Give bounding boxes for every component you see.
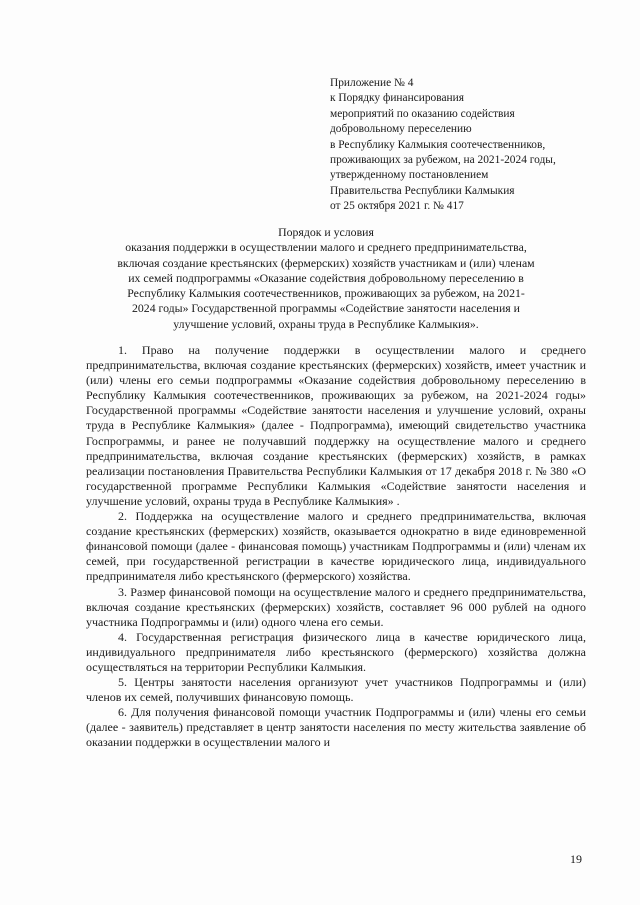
title-line: 2024 годы» Государственной программы «Содействие занятости населения и — [132, 301, 520, 316]
appendix-line: Правительства Республики Калмыкия — [330, 184, 515, 197]
title-line: Порядок и условия — [278, 225, 374, 239]
appendix-line: в Республику Калмыкия соотечественников, — [330, 138, 546, 151]
paragraph-4: 4. Государственная регистрация физического лица в качестве юридического лица, индивидуального предпринимателя либо крестьянского (фермерского) хозяйства должна осуществляться на территории Республики Калмыкия. — [86, 629, 586, 674]
title-line: Республику Калмыкия соотечественников, проживающих за рубежом, на 2021- — [127, 286, 525, 301]
appendix-line: добровольному переселению — [330, 123, 472, 136]
title-line: включая создание крестьянских (фермерских) хозяйств участникам и (или) членам — [117, 255, 535, 270]
appendix-header — [330, 76, 610, 215]
paragraph-1: 1. Право на получение поддержки в осуществлении малого и среднего предпринимательства, включая создание крестьянских (фермерских) хозяйств, имеет участник и (или) члены его семьи подпрограммы «Оказание содействия добровольному переселению в Республику Калмыкия соотечественников, проживающих за рубежом, на 2021-2024 годы» Государственной программы «Содействие занятости населения и улучшение условий, охраны труда в Республике Калмыкия» (далее - Подпрограмма), имеющий свидетельство участника Госпрограммы, и ранее не получавший поддержку на осуществление малого и среднего предпринимательства, включая создание крестьянских (фермерских) хозяйств, в рамках реализации постановления Правительства Республики Калмыкия от 17 декабря 2018 г. № 380 «О государственной программе Республики Калмыкия «Содействие занятости населения и улучшение условий, охраны труда в Республике Калмыкия» . — [86, 343, 586, 508]
page-number: 19 — [570, 852, 582, 866]
paragraph-2: 2. Поддержка на осуществление малого и среднего предпринимательства, включая создание крестьянских (фермерских) хозяйств, оказывается однократно в виде единовременной финансовой помощи (далее - финансовая помощь) участникам Подпрограммы и (или) членам их семей, при государственной регистрации в качестве юридического лица, индивидуального предпринимателя либо крестьянского (фермерского) хозяйства. — [86, 509, 586, 584]
appendix-line: к Порядку финансирования — [330, 92, 464, 105]
title-line: улучшение условий, охраны труда в Республике Калмыкия». — [173, 316, 479, 331]
appendix-line: Приложение № 4 — [330, 77, 414, 89]
document-body — [86, 343, 586, 751]
document-title — [96, 225, 556, 332]
paragraph-5: 5. Центры занятости населения организуют учет участников Подпрограммы и (или) членов их семей, получивших финансовую помощь. — [86, 675, 586, 705]
appendix-line: проживающих за рубежом, на 2021-2024 годы, — [330, 154, 556, 167]
title-line: их семей подпрограммы «Оказание содействия добровольному переселению в — [128, 270, 524, 285]
paragraph-6: 6. Для получения финансовой помощи участник Подпрограммы и (или) члены его семьи (далее - заявитель) представляет в центр занятости населения по месту жительства заявление об оказании поддержки в осуществлении малого и — [86, 705, 586, 750]
appendix-line: мероприятий по оказанию содействия — [330, 107, 515, 120]
appendix-line: утвержденному постановлением — [330, 169, 489, 182]
title-line: оказания поддержки в осуществлении малого и среднего предпринимательства, — [125, 240, 527, 255]
appendix-line: от 25 октября 2021 г. № 417 — [330, 200, 464, 213]
paragraph-3: 3. Размер финансовой помощи на осуществление малого и среднего предпринимательства, включая создание крестьянских (фермерских) хозяйств, составляет 96 000 рублей на одного участника Подпрограммы и (или) одного члена его семьи. — [86, 584, 586, 629]
